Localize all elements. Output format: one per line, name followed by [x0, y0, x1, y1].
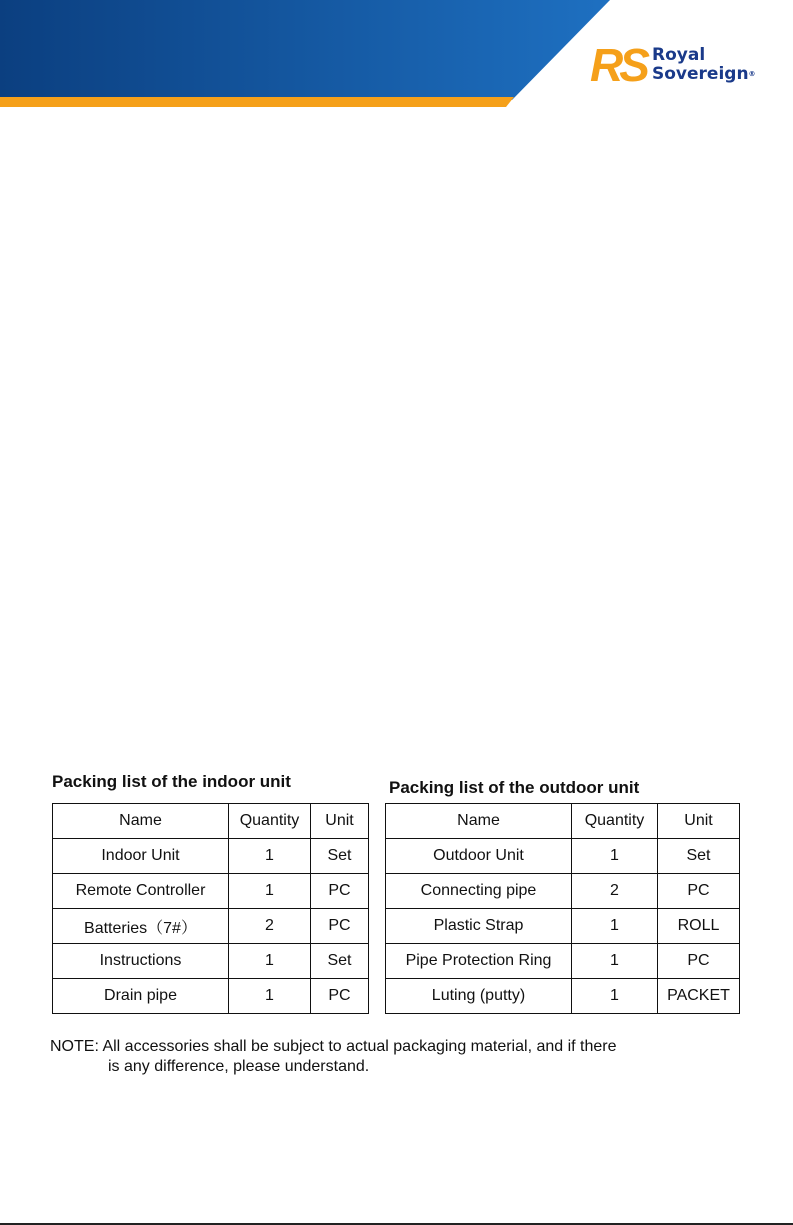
table-row: [386, 874, 740, 909]
item-unit: PC: [658, 874, 740, 909]
item-unit: ROLL: [658, 909, 740, 944]
header-orange-stripe: [0, 97, 514, 107]
logo-wordmark: [652, 46, 756, 84]
header-banner: [0, 0, 793, 110]
logo-line-1: Royal: [652, 45, 706, 65]
brand-logo: [590, 38, 775, 98]
column-header-unit: Unit: [658, 804, 740, 839]
item-quantity: 2: [229, 909, 311, 944]
note-line-2: is any difference, please understand.: [108, 1058, 370, 1075]
outdoor-packing-table: [385, 803, 740, 1014]
item-unit: PC: [311, 979, 369, 1014]
note-line-1: NOTE: All accessories shall be subject to actual packaging material, and if there: [50, 1038, 617, 1055]
indoor-table-title: Packing list of the indoor unit: [52, 772, 291, 791]
item-unit: PACKET: [658, 979, 740, 1014]
item-unit: Set: [311, 944, 369, 979]
packaging-note: [50, 1037, 617, 1077]
item-name: Batteries（7#）: [53, 909, 229, 944]
indoor-packing-table: [52, 803, 369, 1014]
item-name: Outdoor Unit: [386, 839, 572, 874]
item-name: Instructions: [53, 944, 229, 979]
table-row: [53, 874, 369, 909]
table-row: [386, 944, 740, 979]
item-name: Connecting pipe: [386, 874, 572, 909]
item-name: Luting (putty): [386, 979, 572, 1014]
item-unit: PC: [311, 909, 369, 944]
item-unit: PC: [311, 874, 369, 909]
table-row: [386, 909, 740, 944]
item-quantity: 1: [572, 839, 658, 874]
item-quantity: 2: [572, 874, 658, 909]
outdoor-table-title: Packing list of the outdoor unit: [389, 778, 640, 797]
item-unit: Set: [658, 839, 740, 874]
table-row: [386, 839, 740, 874]
column-header-name: Name: [386, 804, 572, 839]
table-row: [53, 909, 369, 944]
item-name: Drain pipe: [53, 979, 229, 1014]
item-name: Plastic Strap: [386, 909, 572, 944]
item-unit: PC: [658, 944, 740, 979]
table-row: [53, 839, 369, 874]
item-quantity: 1: [229, 874, 311, 909]
logo-mark: RS: [590, 39, 646, 91]
item-name: Pipe Protection Ring: [386, 944, 572, 979]
registered-mark: ®: [748, 70, 756, 78]
logo-line-2: [652, 65, 756, 84]
column-header-unit: Unit: [311, 804, 369, 839]
header-blue-band: [0, 0, 610, 100]
table-row: [386, 979, 740, 1014]
logo-line-2-text: Sovereign: [652, 64, 749, 84]
item-quantity: 1: [572, 944, 658, 979]
column-header-quantity: Quantity: [572, 804, 658, 839]
column-header-quantity: Quantity: [229, 804, 311, 839]
table-header-row: [386, 804, 740, 839]
item-quantity: 1: [572, 979, 658, 1014]
table-row: [53, 979, 369, 1014]
item-quantity: 1: [229, 944, 311, 979]
column-header-name: Name: [53, 804, 229, 839]
item-quantity: 1: [229, 979, 311, 1014]
item-name: Remote Controller: [53, 874, 229, 909]
item-quantity: 1: [229, 839, 311, 874]
table-row: [53, 944, 369, 979]
item-quantity: 1: [572, 909, 658, 944]
item-name: Indoor Unit: [53, 839, 229, 874]
table-header-row: [53, 804, 369, 839]
item-unit: Set: [311, 839, 369, 874]
